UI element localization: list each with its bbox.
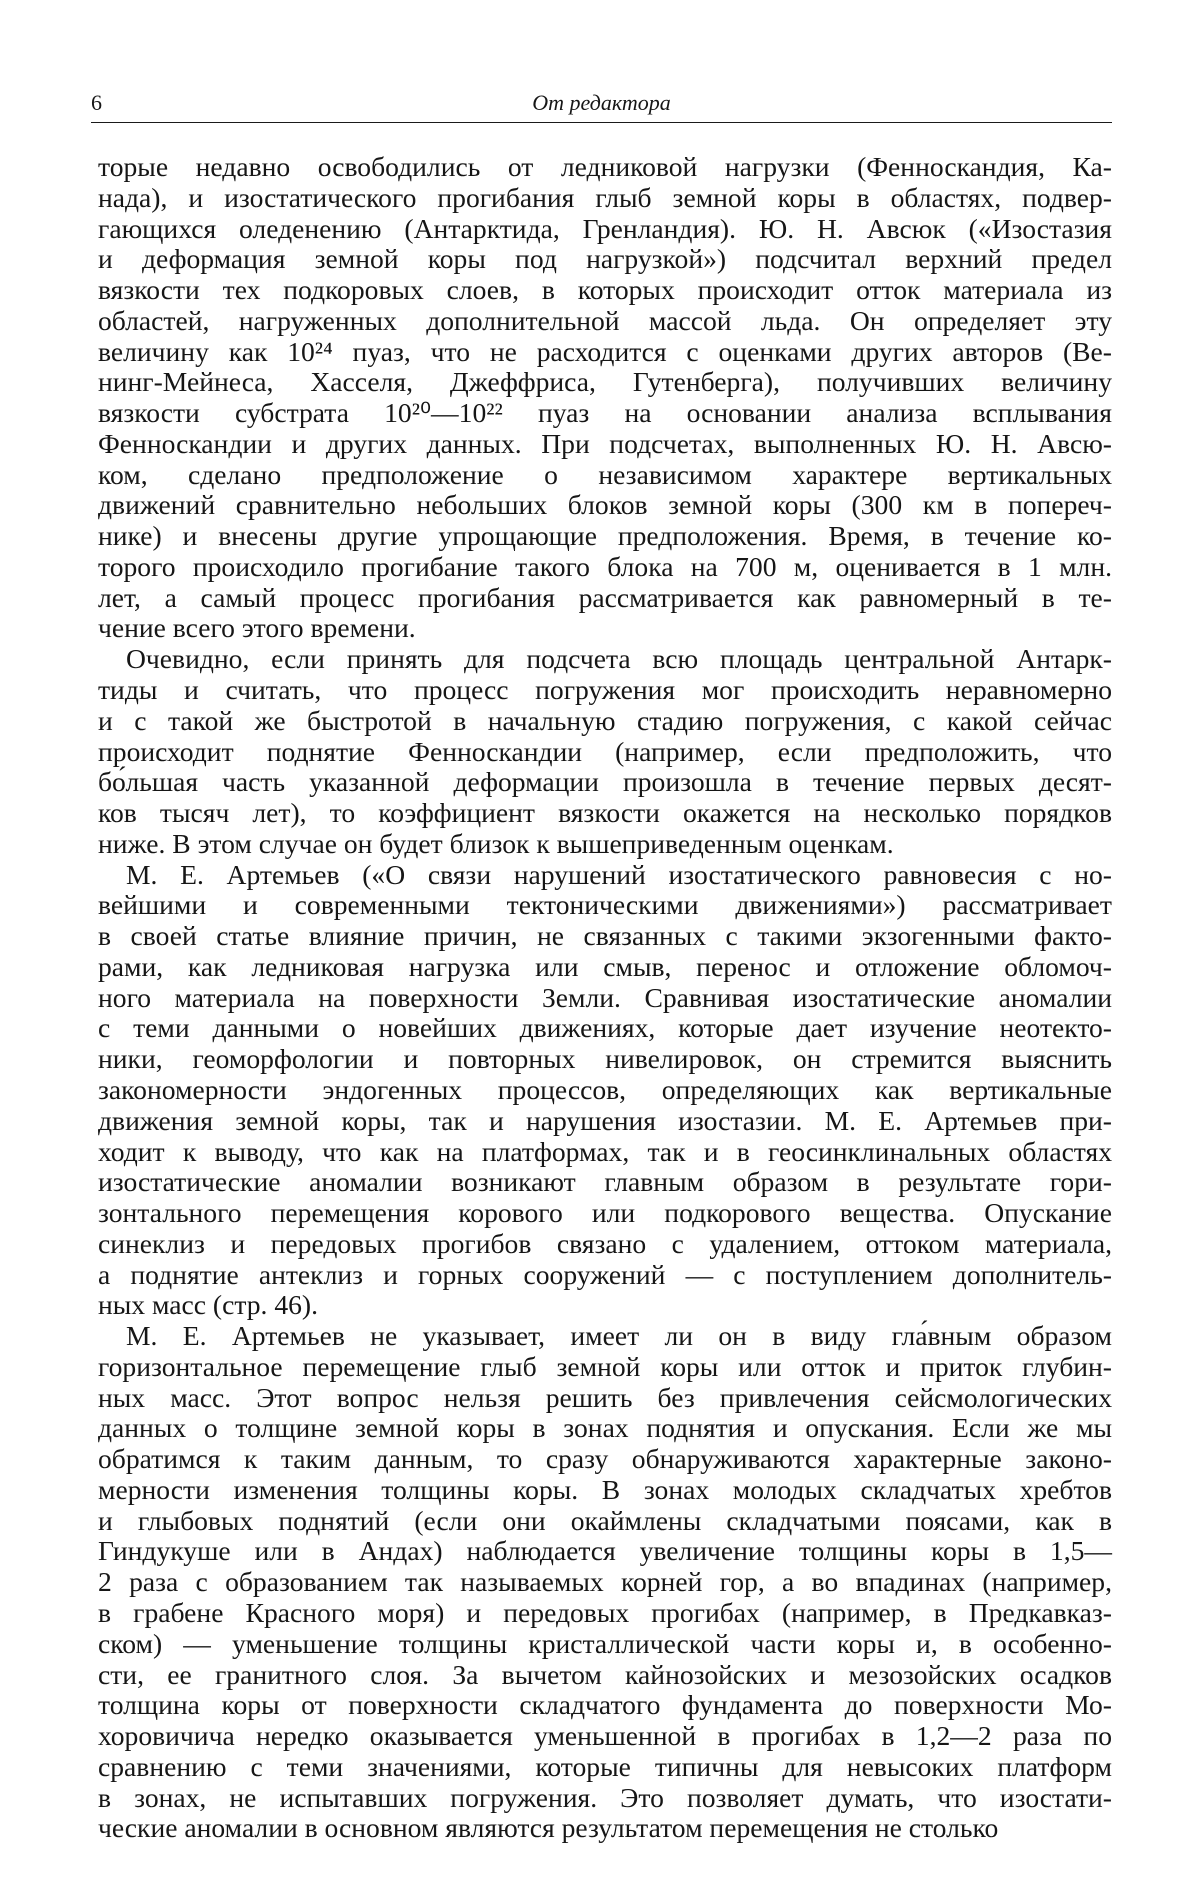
- text-line: ных масс. Этот вопрос нельзя решить без привлечения сейсмологических: [98, 1381, 1112, 1413]
- text-line: в зонах, не испытавших погружения. Это позволяет думать, что изостати-: [98, 1781, 1112, 1813]
- text-line: сравнению с теми значениями, которые типичны для невысоких платформ: [98, 1750, 1112, 1782]
- paragraph: [98, 1321, 1112, 1844]
- text-line: синеклиз и передовых прогибов связано с удалением, оттоком материала,: [98, 1227, 1112, 1259]
- text-line: данных о толщине земной коры в зонах поднятия и опускания. Если же мы: [98, 1412, 1112, 1444]
- text-line: в своей статье влияние причин, не связанных с такими экзогенными факто-: [98, 920, 1112, 952]
- text-line: М. Е. Артемьев не указывает, имеет ли он в виду гла́вным образом: [126, 1320, 1112, 1352]
- text-line: вейшими и современными тектоническими движениями») рассматривает: [98, 889, 1112, 921]
- text-line: и с такой же быстротой в начальную стадию погружения, с какой сейчас: [98, 704, 1112, 736]
- text-line: торого происходило прогибание такого блока на 700 м, оценивается в 1 млн.: [98, 550, 1112, 582]
- text-line: ков тысяч лет), то коэффициент вязкости окажется на несколько порядков: [98, 797, 1112, 829]
- text-line: тиды и считать, что процесс погружения мог происходить неравномерно: [98, 674, 1112, 706]
- text-line: лет, а самый процесс прогибания рассматривается как равномерный в те-: [98, 581, 1112, 613]
- page-header: [91, 90, 1112, 130]
- text-line: 2 раза с образованием так называемых корней гор, а во впадинах (например,: [98, 1566, 1112, 1598]
- text-line: вязкости тех подкоровых слоев, в которых происходит отток материала из: [98, 274, 1112, 306]
- text-line: ного материала на поверхности Земли. Сравнивая изостатические аномалии: [98, 981, 1112, 1013]
- text-line: Очевидно, если принять для подсчета всю площадь центральной Антарк-: [126, 643, 1112, 675]
- text-line: торые недавно освободились от ледниковой нагрузки (Фенноскандия, Ка-: [98, 151, 1112, 182]
- text-line: ники, геоморфологии и повторных нивелировок, он стремится выяснить: [98, 1043, 1112, 1075]
- text-line: ходит к выводу, что как на платформах, так и в геосинклинальных областях: [98, 1135, 1112, 1167]
- body-text: [98, 152, 1112, 1844]
- text-line: движений сравнительно небольших блоков земной коры (300 км в попереч-: [98, 489, 1112, 521]
- paragraph: [98, 860, 1112, 1321]
- text-line: закономерности эндогенных процессов, определяющих как вертикальные: [98, 1073, 1112, 1105]
- text-line: гающихся оледенению (Антарктида, Гренландия). Ю. Н. Авсюк («Изостазия: [98, 212, 1112, 244]
- text-line: чение всего этого времени.: [98, 612, 416, 644]
- text-line: нада), и изостатического прогибания глыб земной коры в областях, подвер-: [98, 181, 1112, 213]
- text-line: М. Е. Артемьев («О связи нарушений изостатического равновесия с но-: [126, 858, 1112, 890]
- text-line: мерности изменения толщины коры. В зонах молодых складчатых хребтов: [98, 1473, 1112, 1505]
- text-line: и деформация земной коры под нагрузкой») подсчитал верхний предел: [98, 243, 1112, 275]
- text-line: в грабене Красного моря) и передовых прогибах (например, в Предкавказ-: [98, 1596, 1112, 1628]
- text-line: ных масс (стр. 46).: [98, 1289, 319, 1321]
- text-line: зонтального перемещения корового или подкорового вещества. Опускание: [98, 1197, 1112, 1229]
- text-line: ниже. В этом случае он будет близок к вышеприведенным оценкам.: [98, 827, 894, 859]
- header-rule: [91, 122, 1112, 123]
- text-line: бо́льшая часть указанной деформации произошла в течение первых десят-: [98, 766, 1112, 798]
- text-line: хоровичича нередко оказывается уменьшенной в прогибах в 1,2—2 раза по: [98, 1720, 1112, 1752]
- text-line: ческие аномалии в основном являются результатом перемещения не столько: [98, 1812, 999, 1844]
- text-line: рами, как ледниковая нагрузка или смыв, перенос и отложение обломоч-: [98, 950, 1112, 982]
- text-line: ком, сделано предположение о независимом характере вертикальных: [98, 458, 1112, 490]
- text-line: а поднятие антеклиз и горных сооружений — с поступлением дополнитель-: [98, 1258, 1112, 1290]
- text-line: с теми данными о новейших движениях, которые дает изучение неотекто-: [98, 1012, 1112, 1044]
- text-line: горизонтальное перемещение глыб земной коры или отток и приток глубин-: [98, 1350, 1112, 1382]
- running-title: От редактора: [532, 90, 671, 115]
- text-line: происходит поднятие Фенноскандии (например, если предположить, что: [98, 735, 1112, 767]
- text-line: величину как 10²⁴ пуаз, что не расходится с оценками других авторов (Ве-: [98, 335, 1112, 367]
- text-line: толщина коры от поверхности складчатого фундамента до поверхности Мо-: [98, 1689, 1112, 1721]
- page-number: 6: [91, 90, 102, 115]
- text-line: обратимся к таким данным, то сразу обнаруживаются характерные законо-: [98, 1443, 1112, 1475]
- paragraph: [98, 152, 1112, 644]
- text-line: и глыбовых поднятий (если они окаймлены складчатыми поясами, как в: [98, 1504, 1112, 1536]
- paragraph: [98, 644, 1112, 859]
- text-line: движения земной коры, так и нарушения изостазии. М. Е. Артемьев при-: [98, 1104, 1112, 1136]
- text-line: вязкости субстрата 10²⁰—10²² пуаз на основании анализа всплывания: [98, 397, 1112, 429]
- text-line: нике) и внесены другие упрощающие предположения. Время, в течение ко-: [98, 520, 1112, 552]
- text-line: Фенноскандии и других данных. При подсчетах, выполненных Ю. Н. Авсю-: [98, 427, 1112, 459]
- text-line: областей, нагруженных дополнительной массой льда. Он определяет эту: [98, 304, 1112, 336]
- text-line: Гиндукуше или в Андах) наблюдается увеличение толщины коры в 1,5—: [98, 1535, 1112, 1567]
- text-line: ском) — уменьшение толщины кристаллической части коры и, в особенно-: [98, 1627, 1112, 1659]
- text-line: сти, ее гранитного слоя. За вычетом кайнозойских и мезозойских осадков: [98, 1658, 1112, 1690]
- text-line: нинг-Мейнеса, Хасселя, Джеффриса, Гутенберга), получивших величину: [98, 366, 1112, 398]
- text-line: изостатические аномалии возникают главным образом в результате гори-: [98, 1166, 1112, 1198]
